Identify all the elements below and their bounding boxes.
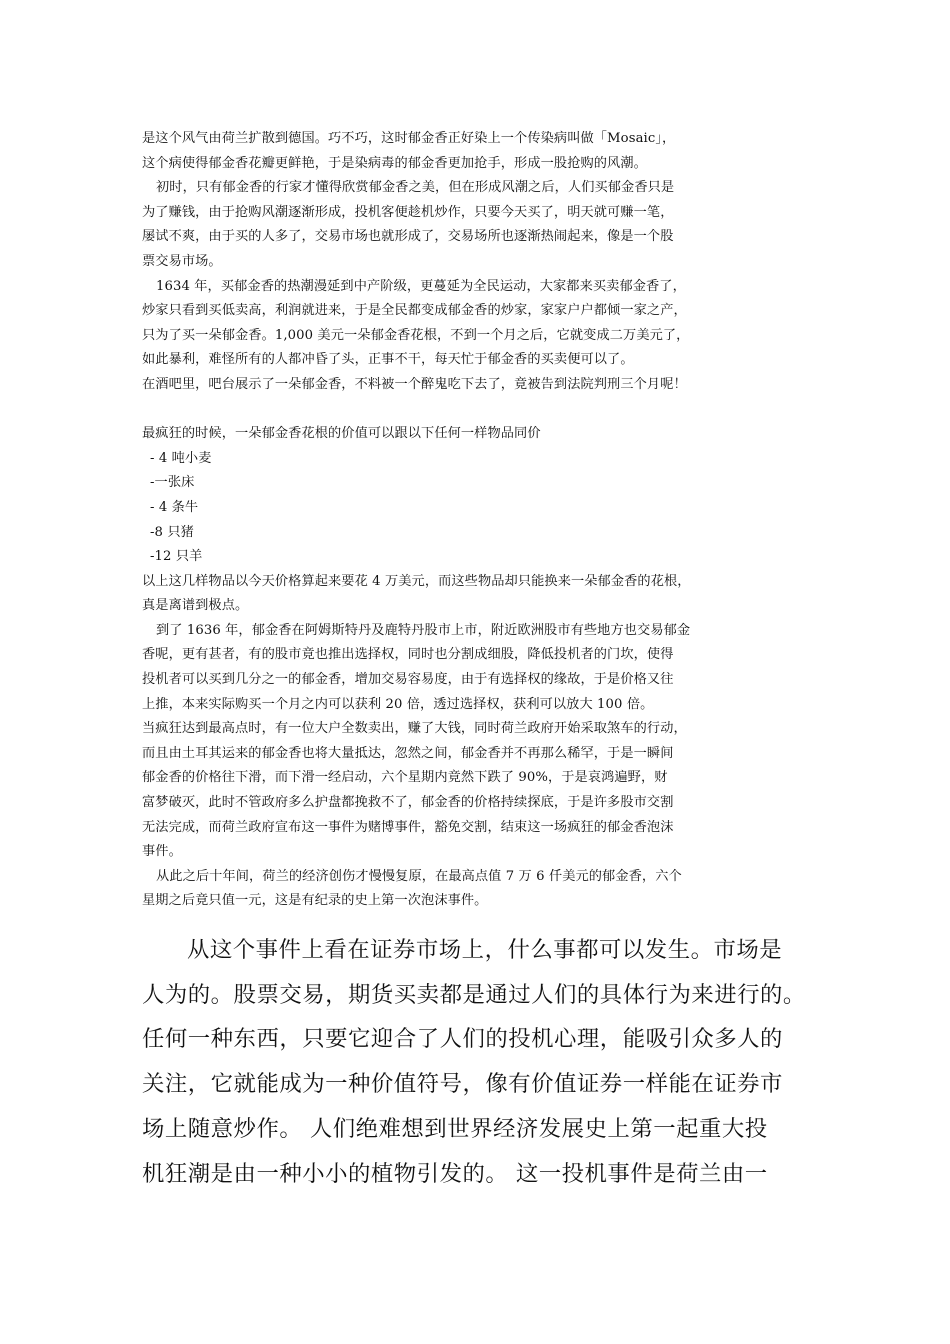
- text-line: 最疯狂的时候，一朵郁金香花根的价值可以跟以下任何一样物品同价: [142, 426, 541, 442]
- list-item: -12 只羊: [150, 549, 203, 565]
- text-line: 从此之后十年间，荷兰的经济创伤才慢慢复原，在最高点值 7 万 6 仟美元的郁金香，六个: [156, 868, 682, 884]
- text-line: 事件。: [142, 844, 182, 860]
- text-line: 而且由土耳其运来的郁金香也将大量抵达，忽然之间，郁金香并不再那么稀罕，于是一瞬间: [142, 745, 674, 761]
- text-line: 场上随意炒作。 人们绝难想到世界经济发展史上第一起重大投: [142, 1115, 768, 1142]
- text-line: 1634 年，买郁金香的热潮漫延到中产阶级，更蔓延为全民运动，大家都来买卖郁金香了，: [156, 278, 686, 294]
- text-line: 上推，本来实际购买一个月之内可以获利 20 倍，透过选择权，获利可以放大 100 倍。: [142, 696, 654, 712]
- text-line: 投机者可以买到几分之一的郁金香，增加交易容易度，由于有选择权的缘故，于是价格又往: [142, 672, 674, 688]
- list-item: -8 只猪: [150, 524, 194, 540]
- blank-line: [142, 398, 822, 423]
- text-line: 初时，只有郁金香的行家才懂得欣赏郁金香之美，但在形成风潮之后，人们买郁金香只是: [156, 180, 675, 196]
- text-line: 在酒吧里，吧台展示了一朵郁金香，不料被一个醉鬼吃下去了，竟被告到法院判刑三个月呢！: [142, 376, 687, 392]
- text-line: 香呢，更有甚者，有的股市竟也推出选择权，同时也分割成细股，降低投机者的门坎，使得: [142, 647, 674, 663]
- text-line: 任何一种东西，只要它迎合了人们的投机心理，能吸引众多人的: [142, 1026, 783, 1053]
- text-line: 到了 1636 年，郁金香在阿姆斯特丹及鹿特丹股市上市，附近欧洲股市有些地方也交易郁金: [156, 622, 691, 638]
- tulip-history-text: [142, 127, 822, 914]
- text-line: 这个病使得郁金香花瓣更鲜艳，于是染病毒的郁金香更加抢手，形成一股抢购的风潮。: [142, 155, 647, 171]
- text-line: 无法完成，而荷兰政府宣布这一事件为赌博事件，豁免交割，结束这一场疯狂的郁金香泡沫: [142, 819, 674, 835]
- text-line: 从这个事件上看在证券市场上，什么事都可以发生。市场是: [187, 937, 783, 963]
- list-item: - 4 条牛: [150, 499, 199, 515]
- text-line: 以上这几样物品以今天价格算起来要花 4 万美元，而这些物品却只能换来一朵郁金香的花根，: [142, 573, 691, 589]
- text-line: 郁金香的价格往下滑，而下滑一经启动，六个星期内竟然下跌了 90%，于是哀鸿遍野，财: [142, 770, 668, 786]
- list-item: - 4 吨小麦: [150, 450, 212, 466]
- text-line: 为了赚钱，由于抢购风潮逐渐形成，投机客便趁机炒作，只要今天买了，明天就可赚一笔，: [142, 204, 674, 220]
- text-line: 机狂潮是由一种小小的植物引发的。 这一投机事件是荷兰由一: [142, 1160, 768, 1187]
- text-line: 炒家只看到买低卖高，利润就进来，于是全民都变成郁金香的炒家，家家户户都倾一家之产，: [142, 303, 687, 319]
- text-line: 星期之后竟只值一元，这是有纪录的史上第一次泡沫事件。: [142, 893, 488, 909]
- text-line: 票交易市场。: [142, 253, 222, 269]
- text-line: 人为的。股票交易，期货买卖都是通过人们的具体行为来进行的。: [142, 981, 806, 1008]
- text-line: 屡试不爽，由于买的人多了，交易市场也就形成了，交易场所也逐渐热闹起来，像是一个股: [142, 229, 674, 245]
- text-line: 只为了买一朵郁金香。1,000 美元一朵郁金香花根，不到一个月之后，它就变成二万美元了，: [142, 327, 690, 343]
- text-line: 是这个风气由荷兰扩散到德国。巧不巧，这时郁金香正好染上一个传染病叫做「Mosaic」，: [142, 131, 676, 146]
- text-line: 真是离谱到极点。: [142, 598, 249, 614]
- commentary-paragraph: [142, 928, 822, 1196]
- text-line: 当疯狂达到最高点时，有一位大户全数卖出，赚了大钱，同时荷兰政府开始采取煞车的行动，: [142, 721, 687, 737]
- text-line: 富梦破灭，此时不管政府多么护盘都挽救不了，郁金香的价格持续探底，于是许多股市交割: [142, 795, 674, 811]
- text-line: 如此暴利，难怪所有的人都冲昏了头，正事不干，每天忙于郁金香的买卖便可以了。: [142, 352, 634, 368]
- list-item: -一张床: [150, 475, 195, 491]
- text-line: 关注，它就能成为一种价值符号，像有价值证券一样能在证券市: [142, 1071, 783, 1098]
